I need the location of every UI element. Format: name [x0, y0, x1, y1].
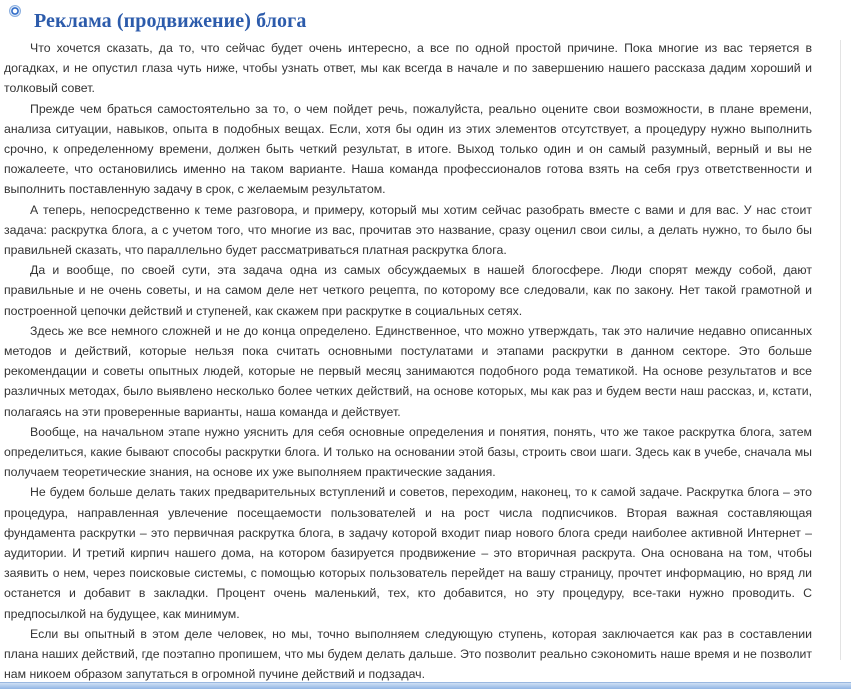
- paragraph: Не будем больше делать таких предварительных вступлений и советов, переходим, наконец, то к самой задаче. Раскрутка блога – это процедура, направленная увлечение посещаемости пользователей и на рост числа подписчиков. Вторая важная составляющая фундамента раскрутки – это первичная раскрутка блога, в задачу которой входит пиар нового блога среди наиболее активной Интернет – аудитории. И третий кирпич нашего дома, на котором базируется продвижение – это вторичная раскрута. Она основана на том, чтобы заявить о нем, через поисковые системы, с помощью которых пользователь перейдет на вашу страницу, прочтет информацию, но вряд ли останется и добавит в закладки. Процент очень маленький, тех, кто добавится, но эту процедуру, все-таки нужно проводить. С предпосылкой на будущее, как минимум.: [4, 485, 812, 621]
- paragraph: Что хочется сказать, да то, что сейчас будет очень интересно, а все по одной простой причине. Пока многие из вас теряется в догадках, и не опустил глаза чуть ниже, чтобы узнать ответ, мы как всегда в начале и по завершению нашего рассказа дадим хороший и толковый совет.: [4, 41, 812, 96]
- paragraph: Вообще, на начальном этапе нужно уяснить для себя основные определения и понятия, понять, что же такое раскрутка блога, затем определиться, какие бывают способы раскрутки блога. И только на основании этой базы, строить свои шаги. Здесь как в учебе, сначала мы получаем теоретические знания, на основе их уже выполняем практические задания.: [4, 424, 812, 480]
- paragraph: Прежде чем браться самостоятельно за то, о чем пойдет речь, пожалуйста, реально оцените свои возможности, в плане времени, анализа ситуации, навыков, опыта в подобных вещах. Если, хотя бы один из этих элементов отсутствует, а процедуру нужно выполнить срочно, к определенному времени, должен быть четкий результат, в итоге. Выход только один и он самый разумный, верный и вы не пожалеете, что остановились именно на таком варианте. Наша команда профессионалов готова взять на себя груз ответственности и выполнить поставленную задачу в срок, с желаемым результатом.: [4, 101, 812, 197]
- article-body: [4, 38, 812, 685]
- content-divider: [840, 40, 841, 660]
- page-title: Реклама (продвижение) блога: [34, 10, 307, 33]
- article-header: [0, 0, 851, 33]
- paragraph: А теперь, непосредственно к теме разговора, и примеру, который мы хотим сейчас разобрать вместе с вами и для вас. У нас стоит задача: раскрутка блога, а с учетом того, что многие из вас, прочитав это название, сразу оценил свои силы, а делать нужно, то было бы правильней сказать, что параллельно будет рассматриваться платная раскрутка блога.: [4, 202, 812, 258]
- paragraph: Если вы опытный в этом деле человек, но мы, точно выполняем следующую ступень, которая заключается как раз в составлении плана наших действий, где поэтапно пропишем, что мы будем делать дальше. Это позволит реально сэкономить наше время и не позволит нам никоем образом запутаться в огромной пучине действий и подзадач.: [4, 626, 812, 682]
- circle-bullet-icon: [9, 5, 21, 17]
- paragraph: Да и вообще, по своей сути, эта задача одна из самых обсуждаемых в нашей блогосфере. Люди спорят между собой, дают правильные и не очень советы, и на самом деле нет четкого рецепта, по которому все следовали, как по закону. Нет такой грамотной и построенной цепочки действий и ступеней, как скажем при раскрутке в социальных сетях.: [4, 263, 812, 318]
- paragraph: Здесь же все немного сложней и не до конца определено. Единственное, что можно утверждать, так это наличие недавно описанных методов и действий, которые нельзя пока считать основными постулатами и этапами раскрутки в данном секторе. Это больше рекомендации и советы опытных людей, которые не первый месяц занимаются подобного рода тематикой. На основе результатов и все различных методах, было выявлено несколько более четких действий, на основе которых, мы как раз и будем вести наш рассказ, и, кстати, полагаясь на эти проверенные варианты, наша команда и действует.: [4, 323, 812, 419]
